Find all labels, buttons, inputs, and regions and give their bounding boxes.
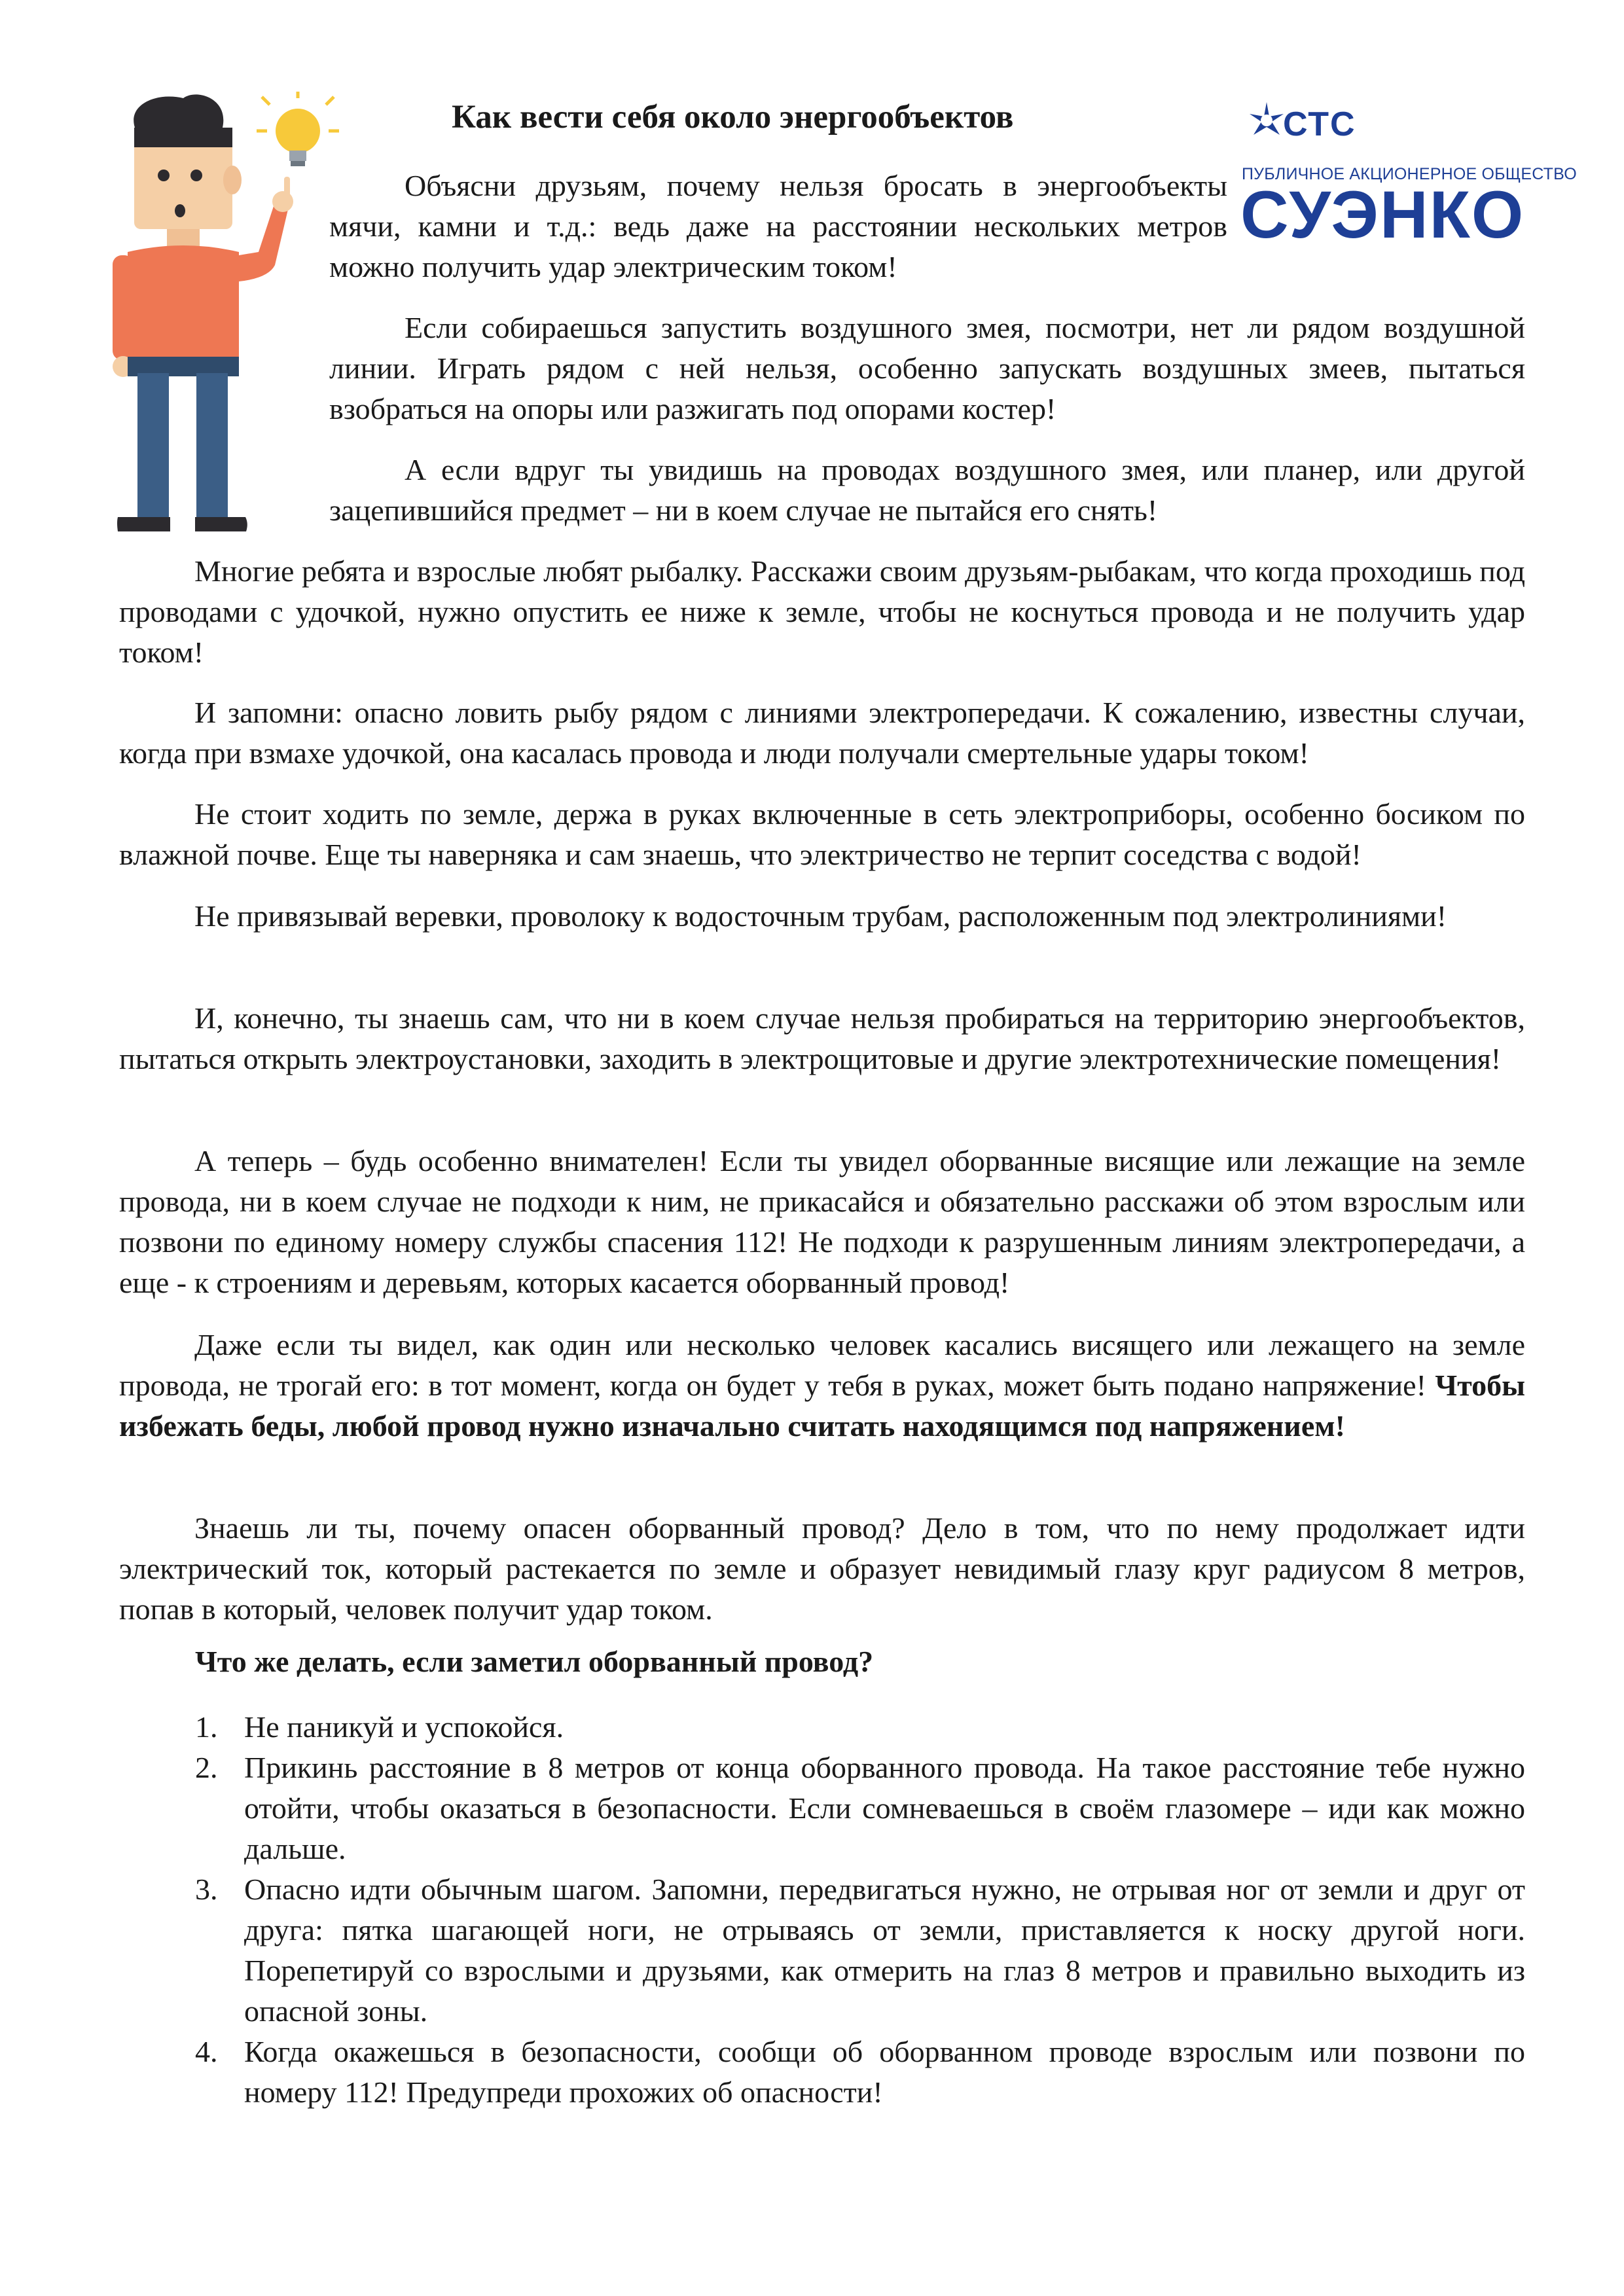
logo-company-name: СУЭНКО: [1240, 177, 1525, 252]
intro-paragraph: Если собираешься запустить воздушного змея, посмотри, нет ли рядом воздушной линии. Играть рядом с ней нельзя, особенно запускать воздушных змеев, пытаться взобраться на опоры или разжигать под опорами костер!: [329, 311, 1525, 425]
body-paragraph: Не стоит ходить по земле, держа в руках включенные в сеть электроприборы, особенно босиком по влажной почве. Еще ты наверняка и сам знаешь, что электричество не терпит соседства с водой!: [119, 797, 1525, 871]
list-item: [195, 1707, 1525, 1748]
list-item: [195, 1869, 1525, 2032]
body-paragraph: Не привязывай веревки, проволоку к водосточным трубам, расположенным под электролиниями!: [194, 899, 1447, 933]
list-item: [195, 1748, 1525, 1869]
circle-paragraph: Знаешь ли ты, почему опасен оборванный провод? Дело в том, что по нему продолжает идти электрический ток, который растекается по земле и образует невидимый глазу круг радиусом 8 метров, попав в который, человек получит удар током.: [119, 1511, 1525, 1626]
logo-brand-short: СТС: [1283, 105, 1356, 143]
body-paragraph: И запомни: опасно ловить рыбу рядом с линиями электропередачи. К сожалению, известны случаи, когда при взмахе удочкой, она касалась провода и люди получали смертельные удары током!: [119, 696, 1525, 770]
steps-list: [195, 1707, 1525, 2113]
step-text: Когда окажешься в безопасности, сообщи об оборванном проводе взрослым или позвони по номеру 112! Предупреди прохожих об опасности!: [244, 2035, 1525, 2109]
list-item: [195, 2032, 1525, 2113]
step-text: Опасно идти обычным шагом. Запомни, передвигаться нужно, не отрывая ног от земли и друг от друга: пятка шагающей ноги, не отрываясь от земли, приставляется к носку другой ноги. Порепетируй со взрослыми и друзьями, как отмерить на глаз 8 метров и правильно выходить из опасной зоны.: [244, 1873, 1525, 2028]
intro-paragraph: Объясни друзьям, почему нельзя бросать в энергообъекты мячи, камни и т.д.: ведь даже на расстоянии нескольких метров можно получить удар электрическим током!: [329, 169, 1227, 283]
body-paragraph: Многие ребята и взрослые любят рыбалку. Расскажи своим друзьям-рыбакам, что когда проходишь под проводами с удочкой, нужно опустить ее ниже к земле, чтобы не коснуться провода и не получить удар током!: [119, 554, 1525, 669]
step-number: 1.: [195, 1710, 218, 1744]
step-number: 3.: [195, 1873, 218, 1906]
star-emblem-icon: [1246, 99, 1288, 141]
body-paragraph: И, конечно, ты знаешь сам, что ни в коем случае нельзя пробираться на территорию энергообъектов, пытаться открыть электроустановки, заходить в электрощитовые и другие электротехнические помещения!: [119, 1001, 1525, 1075]
intro-paragraph: А если вдруг ты увидишь на проводах воздушного змея, или планер, или другой зацепившийся предмет – ни в коем случае не пытайся его снять!: [329, 453, 1525, 527]
page-title: Как вести себя около энергообъектов: [452, 99, 1014, 135]
company-logo: [1240, 97, 1577, 257]
warning-paragraph: [119, 1325, 1525, 1446]
steps-heading: Что же делать, если заметил оборванный провод?: [195, 1645, 874, 1678]
boy-with-lightbulb-illustration: [98, 92, 347, 543]
warning-text: Даже если ты видел, как один или несколько человек касались висящего или лежащего на земле провода, не трогай его: в тот момент, когда он будет у тебя в руках, может быть подано напряжение!: [119, 1328, 1525, 1402]
step-number: 2.: [195, 1751, 218, 1784]
step-number: 4.: [195, 2035, 218, 2068]
logo-subtitle: ПУБЛИЧНОЕ АКЦИОНЕРНОЕ ОБЩЕСТВО: [1242, 165, 1577, 183]
step-text: Не паникуй и успокойся.: [244, 1710, 564, 1744]
warning-bold-text: Чтобы избежать беды, любой провод нужно изначально считать находящимся под напряжением!: [119, 1369, 1525, 1443]
body-paragraph: А теперь – будь особенно внимателен! Если ты увидел оборванные висящие или лежащие на земле провода, ни в коем случае не подходи к ним, не прикасайся и обязательно расскажи об этом взрослым или позвони по единому номеру службы спасения 112! Не подходи к разрушенным линиям электропередачи, а еще - к строениям и деревьям, которых касается оборванный провод!: [119, 1144, 1525, 1299]
step-text: Прикинь расстояние в 8 метров от конца оборванного провода. На такое расстояние тебе нужно отойти, чтобы оказаться в безопасности. Если сомневаешься в своём глазомере – иди как можно дальше.: [244, 1751, 1525, 1865]
